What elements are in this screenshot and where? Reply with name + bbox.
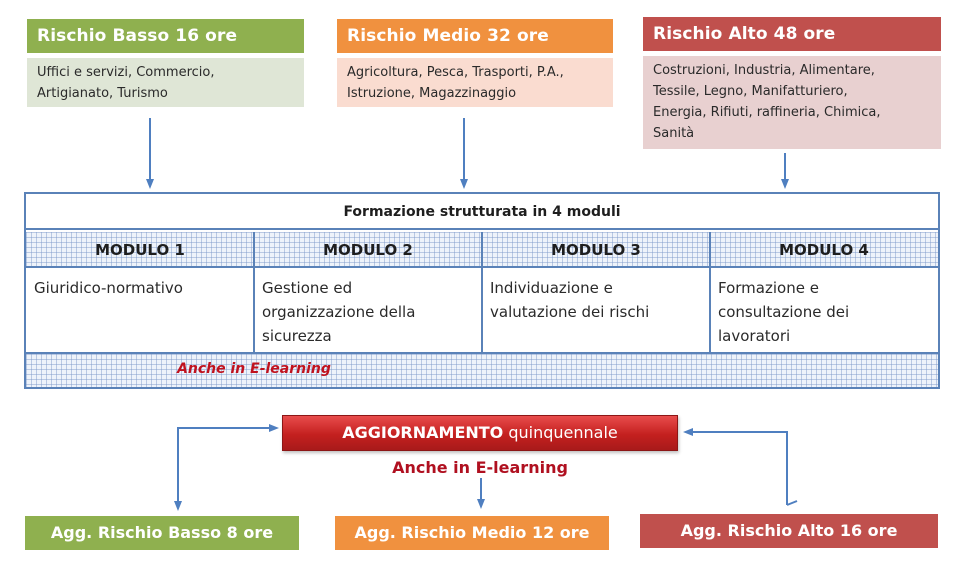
risk-sectors-alto: Costruzioni, Industria, Alimentare, Tessile, Legno, Manifatturiero, Energia, Rifiuti, raffineria, Chimica, Sanità: [643, 56, 941, 149]
divider: [253, 232, 255, 352]
risk-title-basso: Rischio Basso 16 ore: [27, 19, 304, 53]
module-1-description: Giuridico-normativo: [34, 279, 183, 297]
divider: [709, 232, 711, 352]
training-title: Formazione strutturata in 4 moduli: [26, 194, 938, 230]
module-4-description: Formazione e consultazione dei lavoratori: [718, 279, 850, 345]
module-1-header: MODULO 1: [26, 232, 254, 268]
module-3-header: MODULO 3: [482, 232, 710, 268]
module-2-description: Gestione ed organizzazione della sicurezza: [262, 279, 416, 345]
arrow-update-left-icon: [178, 428, 274, 497]
update-medio-box: Agg. Rischio Medio 12 ore: [335, 516, 609, 550]
elearning-row: [26, 352, 938, 387]
risk-sectors-medio: Agricoltura, Pesca, Trasporti, P.A., Istruzione, Magazzinaggio: [337, 58, 613, 107]
elearning-note: Anche in E-learning: [177, 361, 331, 377]
update-alto-box: Agg. Rischio Alto 16 ore: [640, 514, 938, 548]
risk-title-medio: Rischio Medio 32 ore: [337, 19, 613, 53]
risk-sectors-basso: Uffici e servizi, Commercio, Artigianato, Turismo: [27, 58, 304, 107]
training-modules-table: [24, 192, 940, 389]
update-title-box: AGGIORNAMENTO quinquennale: [282, 415, 678, 451]
risk-title-alto: Rischio Alto 48 ore: [643, 17, 941, 51]
arrow-update-right-icon: [688, 432, 787, 505]
module-3-description: Individuazione e valutazione dei rischi: [490, 279, 650, 321]
update-elearning-note: Anche in E-learning: [392, 458, 568, 477]
update-basso-box: Agg. Rischio Basso 8 ore: [25, 516, 299, 550]
module-2-header: MODULO 2: [254, 232, 482, 268]
module-4-header: MODULO 4: [710, 232, 938, 268]
